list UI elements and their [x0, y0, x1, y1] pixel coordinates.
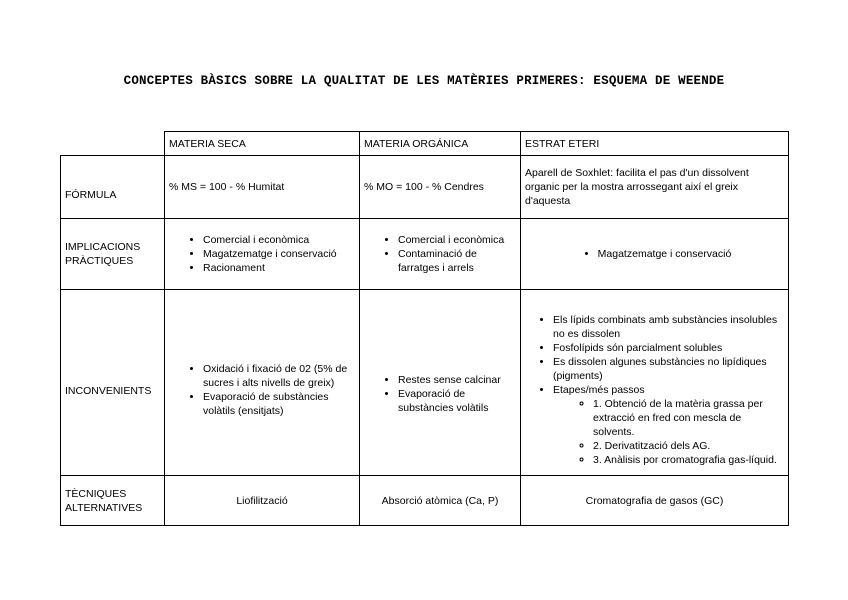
list [169, 362, 355, 418]
sub-list-item: ◦ 3. Anàlisis por cromatografia gas-líquid. [593, 453, 784, 467]
list-item: • Contaminació de farratges i arrels [398, 247, 516, 275]
page-title: CONCEPTES BÀSICS SOBRE LA QUALITAT DE LES MATÈRIES PRIMERES: ESQUEMA DE WEENDE [123, 74, 725, 88]
weende-table [60, 131, 789, 526]
row-label-inconvenients: INCONVENIENTS [61, 290, 165, 476]
table-row-formula [61, 156, 789, 219]
list-item: • Magatzematge i conservació [598, 247, 732, 261]
row-label-implicacions: IMPLICACIONS PRÀCTIQUES [61, 219, 165, 290]
list [364, 233, 516, 275]
list-item: • Fosfolípids són parcialment solubles [553, 341, 784, 355]
list-item: • Magatzematge i conservació [203, 247, 355, 261]
cell-tecniques-materia-organica: Absorció atòmica (Ca, P) [360, 476, 521, 526]
sub-list-item: ◦ 1. Obtenció de la matèria grassa per extracció en fred con mescla de solvents. [593, 397, 784, 439]
list-item: • Evaporació de substàncies volàtils [398, 387, 516, 415]
list [525, 313, 784, 467]
cell-inconvenients-estrat-eteri [521, 290, 789, 476]
row-label-formula: FÓRMULA [61, 156, 165, 219]
list-item: • Oxidació i fixació de 02 (5% de sucres i alts nivells de greix) [203, 362, 355, 390]
list-item: • Comercial i econòmica [398, 233, 516, 247]
sub-list [553, 397, 784, 467]
column-header-estrat-eteri: ESTRAT ETERI [521, 132, 789, 156]
cell-formula-materia-seca: % MS = 100 - % Humitat [165, 156, 360, 219]
cell-implicacions-materia-organica [360, 219, 521, 290]
cell-implicacions-estrat-eteri [521, 219, 789, 290]
cell-formula-estrat-eteri: Aparell de Soxhlet: facilita el pas d'un dissolvent organic per la mostra arrossegant així el greix d'aquesta [521, 156, 789, 219]
table-header-row [61, 132, 789, 156]
column-header-materia-organica: MATERIA ORGÁNICA [360, 132, 521, 156]
list-item: • Racionament [203, 261, 355, 275]
list-item: • Els lípids combinats amb substàncies insolubles no es dissolen [553, 313, 784, 341]
list-item [553, 383, 784, 467]
list [169, 233, 355, 275]
list [364, 373, 516, 415]
list-item-label: Etapes/més passos [553, 384, 645, 396]
table-row-inconvenients [61, 290, 789, 476]
list-item: • Evaporació de substàncies volàtils (ensitjats) [203, 390, 355, 418]
list-item: • Comercial i econòmica [203, 233, 355, 247]
row-label-tecniques: TÈCNIQUES ALTERNATIVES [61, 476, 165, 526]
cell-inconvenients-materia-seca [165, 290, 360, 476]
list-item: • Restes sense calcinar [398, 373, 516, 387]
column-header-materia-seca: MATERIA SECA [165, 132, 360, 156]
sub-list-item: ◦ 2. Derivatització dels AG. [593, 439, 784, 453]
corner-cell [61, 132, 165, 156]
table-row-implicacions [61, 219, 789, 290]
cell-tecniques-materia-seca: Liofilització [165, 476, 360, 526]
cell-inconvenients-materia-organica [360, 290, 521, 476]
table-row-tecniques [61, 476, 789, 526]
list [578, 247, 732, 261]
cell-tecniques-estrat-eteri: Cromatografia de gasos (GC) [521, 476, 789, 526]
cell-formula-materia-organica: % MO = 100 - % Cendres [360, 156, 521, 219]
list-item: • Es dissolen algunes substàncies no lipídiques (pigments) [553, 355, 784, 383]
cell-implicacions-materia-seca [165, 219, 360, 290]
